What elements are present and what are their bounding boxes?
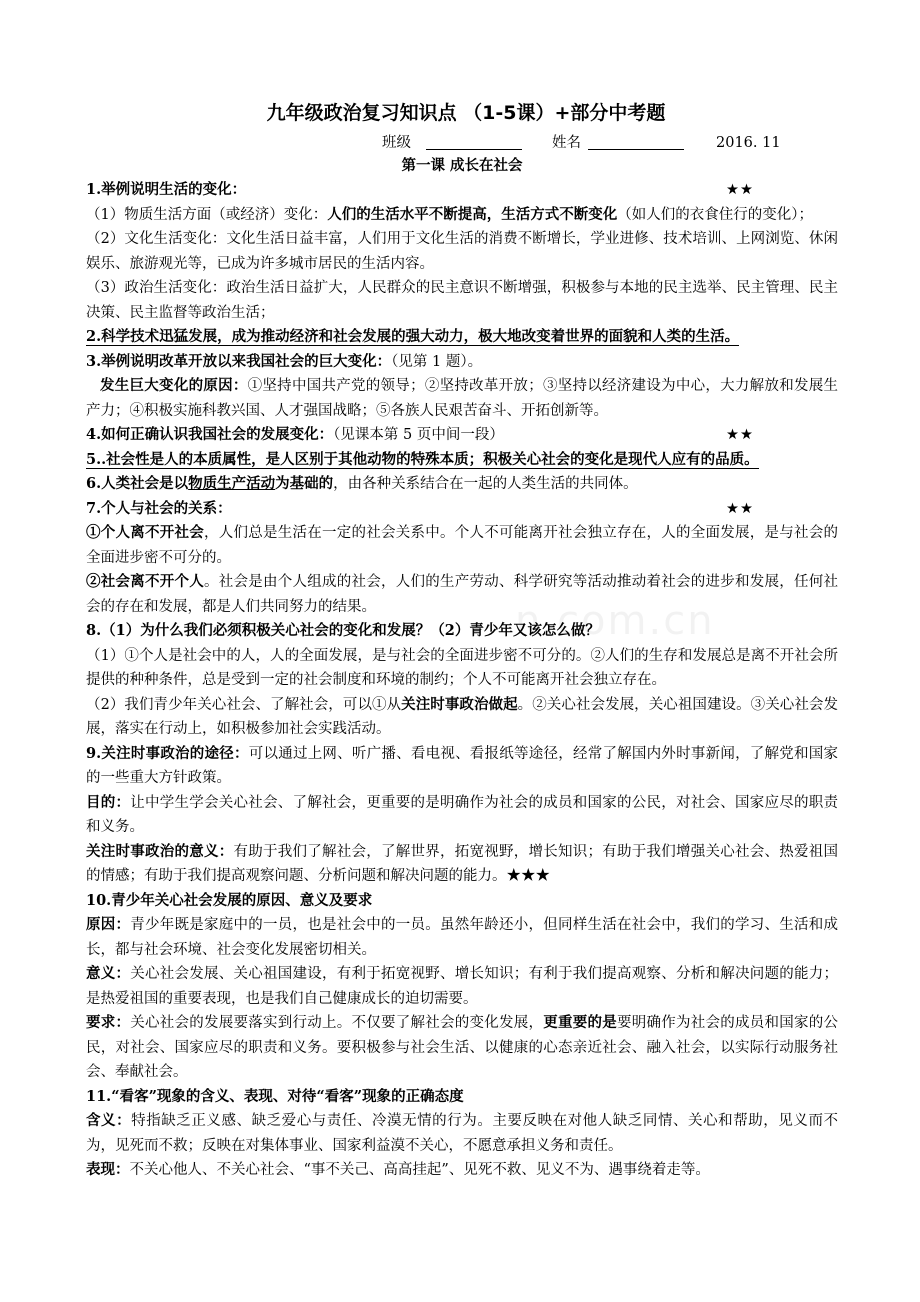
q3-reason-label: 发生巨大变化的原因： <box>100 377 248 394</box>
q11-show-label: 表现： <box>86 1161 130 1178</box>
q7-item-1 <box>86 521 838 570</box>
class-blank <box>426 149 522 150</box>
q7-title: 7.个人与社会的关系： <box>86 499 232 517</box>
q1-item-1-note: （如人们的衣食住行的变化）； <box>617 206 813 223</box>
q7-item-2 <box>86 570 838 619</box>
q8-answer-1: （1）①个人是社会中的人，人的全面发展，是与社会的全面进步密不可分的。②人们的生存和发展总是离不开社会所提供的种种条件，总是受到一定的社会制度和环境的制约；个人不可能离开社会独立存在。 <box>86 647 838 688</box>
q10-req-key: 更重要的是 <box>543 1014 617 1031</box>
q11-def-text: 特指缺乏正义感、缺乏爱心与责任、冷漠无情的行为。主要反映在对他人缺乏同情、关心和帮助，见义而不为，见死而不救；反映在对集体事业、国家利益漠不关心，不愿意承担义务和责任。 <box>86 1113 838 1154</box>
q7-item-2-text: 。社会是由个人组成的社会，人们的生产劳动、科学研究等活动推动着社会的进步和发展，任何社会的存在和发展，都是人们共同努力的结果。 <box>86 574 838 615</box>
q3-title: 3.举例说明改革开放以来我国社会的巨大变化： <box>86 352 392 370</box>
q4-note: （见课本第 5 页中间一段） <box>333 427 504 443</box>
q3-note: （见第 1 题）。 <box>391 353 483 370</box>
q4-heading <box>86 423 838 448</box>
q7-item-1-key: ①个人离不开社会 <box>86 524 204 541</box>
q3-reason <box>86 374 838 423</box>
q10-reason-label: 原因： <box>86 916 131 933</box>
q3-heading <box>86 350 838 375</box>
q7-heading <box>86 497 838 522</box>
q9-goal-text: 让中学生学会关心社会、了解社会，更重要的是明确作为社会的成员和国家的公民，对社会、国家应尽的职责和义务。 <box>86 794 838 835</box>
q10-reason-text: 青少年既是家庭中的一员，也是社会中的一员。虽然年龄还小，但同样生活在社会中，我们的学习、生活和成长，都与社会环境、社会变化发展密切相关。 <box>86 917 838 958</box>
lesson-heading: 第一课 成长在社会 <box>401 157 523 174</box>
q6-statement <box>86 472 838 497</box>
student-info-row <box>86 130 838 156</box>
q9-ways <box>86 742 838 791</box>
q9-goal-label: 目的： <box>86 793 131 811</box>
watermark: n.com.cn <box>515 598 715 644</box>
q1-title: 1.举例说明生活的变化： <box>86 181 247 198</box>
q5-statement <box>86 448 838 473</box>
q6-key: 物质生产活动 <box>188 475 276 492</box>
q5-text: 5..社会性是人的本质属性，是人区别于其他动物的特殊本质；积极关心社会的变化是现代人应有的品质。 <box>86 450 759 468</box>
q10-heading: 10.青少年关心社会发展的原因、意义及要求 <box>86 891 373 909</box>
page-title: 九年级政治复习知识点 （1-5课）+部分中考题 <box>266 102 666 124</box>
q1-item-1-key: 人们的生活水平不断提高，生活方式不断变化 <box>327 205 618 223</box>
q10-meaning-text: 关心社会发展、关心祖国建设，有利于拓宽视野、增长知识；有利于我们提高观察、分析和解决问题的能力；是热爱祖国的重要表现，也是我们自己健康成长的迫切需要。 <box>86 966 838 1007</box>
q10-reason <box>86 913 838 962</box>
q10-req-label: 要求： <box>86 1014 131 1031</box>
q8-answer-2 <box>86 693 838 742</box>
q9-meaning-text: 有助于我们了解社会，了解世界，拓宽视野，增长知识；有助于我们增强关心社会、热爱祖国的情感；有助于我们提高观察问题、分析问题和解决问题的能力。 <box>86 843 838 884</box>
q11-manifestation <box>86 1158 838 1183</box>
q8-answer-2-lead: （2）我们青少年关心社会、了解社会，可以①从 <box>86 696 402 713</box>
q11-show-text: 不关心他人、不关心社会、“事不关己、高高挂起”、见死不救、见义不为、遇事绕着走等。 <box>129 1162 710 1178</box>
q6-lead: 6.人类社会是以 <box>86 475 189 492</box>
star-rating: ★★★ <box>506 868 550 884</box>
class-label: 班级 <box>382 135 411 151</box>
q8-answer-2-rest: 。②关心社会发展，关心祖国建设。③关心社会发展，落实在行动上，如积极参加社会实践活动。 <box>86 696 838 737</box>
q1-heading <box>86 178 838 203</box>
name-blank <box>588 149 684 150</box>
star-rating: ★★ <box>726 427 754 443</box>
q2-text: 2.科学技术迅猛发展，成为推动经济和社会发展的强大动力，极大地改变着世界的面貌和人类的生活。 <box>86 328 740 345</box>
q2-statement <box>86 325 838 350</box>
q9-goal <box>86 791 838 840</box>
q9-title: 9.关注时事政治的途径： <box>86 744 249 762</box>
star-rating: ★★ <box>726 500 754 517</box>
q11-def-label: 含义： <box>86 1112 132 1129</box>
document-page <box>86 96 838 1183</box>
q3-reason-text: ①坚持中国共产党的领导；②坚持改革开放；③坚持以经济建设为中心，大力解放和发展生产力；④积极实施科教兴国、人才强国战略；⑤各族人民艰苦奋斗、开拓创新等。 <box>86 378 838 419</box>
q8-answer-2-key: 关注时事政治做起 <box>401 695 518 713</box>
q7-item-1-text: ，人们总是生活在一定的社会关系中。个人不可能离开社会独立存在，人的全面发展，是与社会的全面进步密不可分的。 <box>86 525 838 566</box>
q1-item-1-lead: （1）物质生活方面（或经济）变化： <box>86 206 328 223</box>
q4-title: 4.如何正确认识我国社会的发展变化： <box>86 426 334 443</box>
q1-item-1 <box>86 203 838 228</box>
date: 2016. 11 <box>716 135 781 151</box>
q1-item-3: （3）政治生活变化：政治生活日益扩大，人民群众的民主意识不断增强，积极参与本地的民主选举、民主管理、民主决策、民主监督等政治生活； <box>86 280 838 321</box>
q11-heading: 11.“看客”现象的含义、表现、对待“看客”现象的正确态度 <box>86 1087 464 1105</box>
q6-basis: 为基础的 <box>275 475 334 492</box>
q10-req-text-a: 关心社会的发展要落实到行动上。不仅要了解社会的变化发展， <box>130 1015 544 1031</box>
q8-heading: 8.（1）为什么我们必须积极关心社会的变化和发展？（2）青少年又该怎么做？ <box>86 622 600 639</box>
q10-req-text-b: 要明确作为社会的成员和国家的公民，对社会、国家应尽的职责和义务。要积极参与社会生活、以健康的心态亲近社会、融入社会，以实际行动服务社会、奉献社会。 <box>86 1015 838 1080</box>
name-label: 姓名 <box>552 135 581 151</box>
q9-meaning-label: 关注时事政治的意义： <box>86 842 234 860</box>
q1-item-2: （2）文化生活变化：文化生活日益丰富，人们用于文化生活的消费不断增长，学业进修、技术培训、上网浏览、休闲娱乐、旅游观光等，已成为许多城市居民的生活内容。 <box>86 231 838 272</box>
star-rating: ★★ <box>726 182 754 198</box>
q10-meaning <box>86 962 838 1011</box>
q7-item-2-key: ②社会离不开个人 <box>86 573 204 590</box>
q9-ways-text: 可以通过上网、听广播、看电视、看报纸等途径，经常了解国内外时事新闻，了解党和国家的一些重大方针政策。 <box>86 745 838 786</box>
q6-rest: ，由各种关系结合在一起的人类生活的共同体。 <box>333 476 638 492</box>
q10-meaning-label: 意义： <box>86 965 131 982</box>
q10-requirement <box>86 1011 838 1085</box>
q11-definition <box>86 1109 838 1158</box>
q9-meaning <box>86 840 838 889</box>
